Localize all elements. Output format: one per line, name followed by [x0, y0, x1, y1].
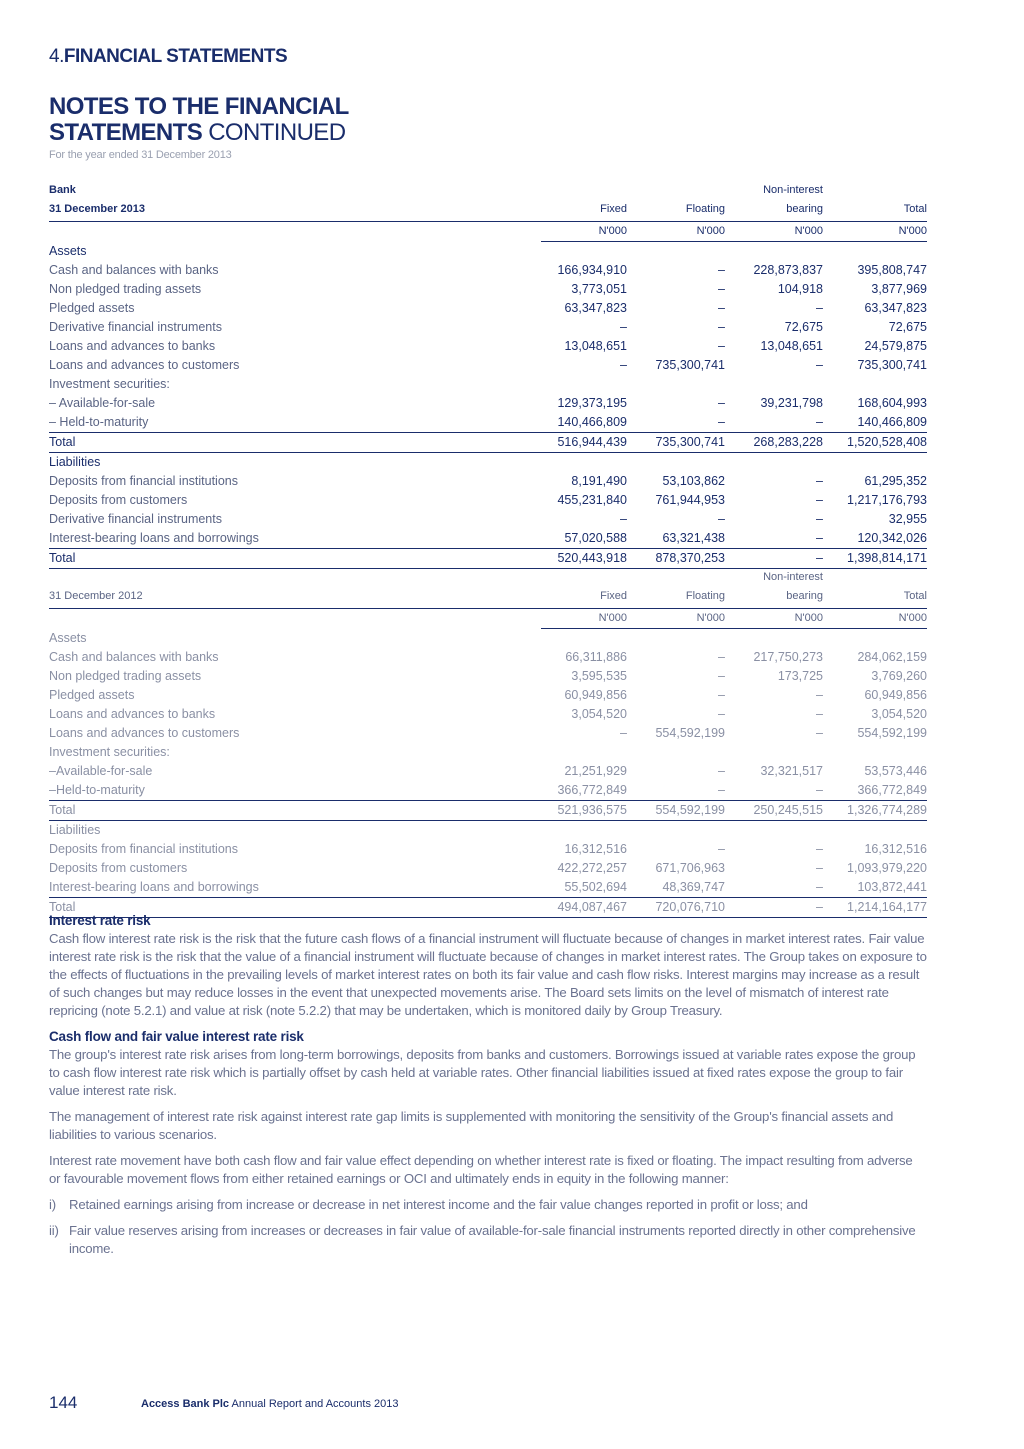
cell-floating: – — [627, 413, 725, 433]
cell-fixed: 520,443,918 — [541, 549, 627, 569]
table-row — [49, 686, 927, 705]
unit-row — [49, 222, 927, 242]
table-row — [49, 510, 927, 529]
paragraph: Interest rate movement have both cash flow and fair value effect depending on whether interest rate is fixed or floating. The impact resulting from adverse or favourable movement flows from either retained earnings or OCI and ultimately ends in equity in the following manner: — [49, 1153, 913, 1186]
cell-total: 53,573,446 — [864, 764, 927, 778]
cell-nonint: 228,873,837 — [753, 263, 823, 277]
cell-total: 735,300,741 — [857, 358, 927, 372]
section-row — [49, 453, 927, 473]
page-title — [49, 94, 349, 146]
cell-nonint: – — [725, 781, 823, 801]
section-number: 4. — [49, 46, 64, 67]
cell-floating: – — [718, 764, 725, 778]
col-nonint: Non-interest bearing — [763, 571, 823, 602]
row-label: Loans and advances to customers — [49, 726, 240, 740]
unit-cell: N'000 — [541, 222, 627, 242]
table-row — [49, 472, 927, 491]
cell-nonint: – — [725, 413, 823, 433]
cell-floating: 671,706,963 — [655, 861, 725, 875]
cell-floating: – — [718, 707, 725, 721]
row-label: – Held-to-maturity — [49, 415, 149, 429]
cell-floating: 554,592,199 — [627, 801, 725, 821]
assets-label: Assets — [49, 243, 87, 258]
table-row — [49, 299, 927, 318]
section-name: FINANCIAL STATEMENTS — [63, 46, 288, 67]
cell-floating: 878,370,253 — [627, 549, 725, 569]
cell-total — [823, 375, 927, 394]
cell-floating — [627, 375, 725, 394]
cell-floating: – — [718, 512, 725, 526]
table-2012 — [49, 568, 927, 918]
cell-floating: 554,592,199 — [655, 726, 725, 740]
cell-floating: 735,300,741 — [655, 358, 725, 372]
cell-fixed: 21,251,929 — [564, 764, 627, 778]
row-label: Total — [49, 801, 541, 821]
unit-cell: N'000 — [627, 222, 725, 242]
cell-nonint: – — [725, 878, 823, 898]
assets-label: Assets — [49, 630, 87, 645]
unit-cell: N'000 — [725, 609, 823, 629]
table-row — [49, 337, 927, 356]
cell-fixed: 16,312,516 — [564, 842, 627, 856]
cell-total: 24,579,875 — [864, 339, 927, 353]
cell-nonint — [725, 743, 823, 762]
cell-floating: 735,300,741 — [627, 433, 725, 453]
cell-total: 32,955 — [888, 512, 927, 526]
cell-total: 1,520,528,408 — [823, 433, 927, 453]
cell-total: 60,949,856 — [864, 688, 927, 702]
section-row — [49, 821, 927, 841]
paragraph: The management of interest rate risk against interest rate gap limits is supplemented with monitoring the sensitivity of the Group's financial assets and liabilities to various scenarios. — [49, 1109, 894, 1142]
table-row — [49, 529, 927, 549]
table-row — [49, 859, 927, 878]
cell-nonint: – — [725, 549, 823, 569]
cell-fixed: 55,502,694 — [541, 878, 627, 898]
cell-floating: – — [718, 263, 725, 277]
paragraph: The group's interest rate risk arises from long-term borrowings, deposits from banks and customers. Borrowings issued at variable rates expose the group to cash flow interest rate risk which is partially offset by cash held at variable rates. Other financial liabilities issued at fixed rates expose the group to fair value interest rate risk. — [49, 1047, 916, 1098]
unit-cell: N'000 — [823, 609, 927, 629]
cell-total — [823, 743, 927, 762]
cell-floating: – — [718, 842, 725, 856]
heading-interest-rate-risk: Interest rate risk — [49, 913, 151, 928]
table-row — [49, 705, 927, 724]
table-row — [49, 491, 927, 510]
table-row — [49, 648, 927, 667]
cell-nonint: 217,750,273 — [753, 650, 823, 664]
row-label: Total — [49, 549, 541, 569]
cell-fixed: 63,347,823 — [564, 301, 627, 315]
liabilities-label: Liabilities — [49, 455, 101, 469]
row-label: Non pledged trading assets — [49, 669, 202, 683]
table-row — [49, 667, 927, 686]
section-heading — [49, 46, 287, 68]
table-header — [49, 181, 927, 222]
col-nonint: Non-interest bearing — [763, 184, 823, 215]
row-label: Loans and advances to banks — [49, 707, 216, 721]
cell-nonint: – — [725, 898, 823, 918]
unit-row — [49, 609, 927, 629]
row-label: Deposits from customers — [49, 493, 188, 507]
row-label: Derivative financial instruments — [49, 512, 222, 526]
title-line-1: NOTES TO THE FINANCIAL — [49, 93, 349, 120]
total-row — [49, 433, 927, 453]
cell-fixed: – — [620, 726, 627, 740]
cell-fixed: 521,936,575 — [541, 801, 627, 821]
heading-cash-flow-fair-value: Cash flow and fair value interest rate risk — [49, 1029, 304, 1044]
cell-nonint: 13,048,651 — [760, 339, 823, 353]
row-label: Non pledged trading assets — [49, 282, 202, 296]
col-fixed: Fixed — [600, 203, 627, 215]
cell-nonint: 250,245,515 — [725, 801, 823, 821]
cell-fixed: 66,311,886 — [565, 650, 627, 664]
table-row — [49, 318, 927, 337]
cell-total: 120,342,026 — [823, 529, 927, 549]
table-header — [49, 568, 927, 609]
cell-total: 3,054,520 — [871, 707, 927, 721]
cell-total: 16,312,516 — [864, 842, 927, 856]
table-row — [49, 394, 927, 413]
cell-total: 1,093,979,220 — [847, 861, 927, 875]
section-row — [49, 629, 927, 649]
row-label: Pledged assets — [49, 688, 135, 702]
row-label: Interest-bearing loans and borrowings — [49, 531, 259, 545]
table-row — [49, 280, 927, 299]
cell-nonint: – — [816, 707, 823, 721]
cell-nonint: – — [816, 493, 823, 507]
cell-total: 3,877,969 — [871, 282, 927, 296]
cell-floating: – — [718, 282, 725, 296]
cell-total: 554,592,199 — [857, 726, 927, 740]
cell-nonint — [725, 375, 823, 394]
cell-floating — [627, 743, 725, 762]
cell-fixed: 8,191,490 — [571, 474, 627, 488]
unit-cell: N'000 — [823, 222, 927, 242]
row-label: Interest-bearing loans and borrowings — [49, 880, 259, 894]
row-label: Total — [49, 433, 541, 453]
row-label: Derivative financial instruments — [49, 320, 222, 334]
row-label: Investment securities: — [49, 745, 170, 759]
row-label: –Held-to-maturity — [49, 783, 145, 797]
row-label: Loans and advances to banks — [49, 339, 216, 353]
cell-nonint: 173,725 — [777, 669, 823, 683]
col-fixed: Fixed — [600, 590, 627, 602]
cell-nonint: 268,283,228 — [725, 433, 823, 453]
cell-nonint: – — [816, 358, 823, 372]
table-row — [49, 413, 927, 433]
title-continued: CONTINUED — [208, 119, 346, 146]
col-total: Total — [903, 203, 927, 215]
cell-nonint: – — [725, 529, 823, 549]
row-label: Deposits from financial institutions — [49, 474, 238, 488]
cell-nonint: – — [816, 512, 823, 526]
cell-fixed: 3,595,535 — [571, 669, 627, 683]
row-label: Loans and advances to customers — [49, 358, 240, 372]
table-row — [49, 356, 927, 375]
cell-total: 3,769,260 — [871, 669, 927, 683]
cell-total: 63,347,823 — [864, 301, 927, 315]
total-row — [49, 549, 927, 569]
table-row — [49, 743, 927, 762]
unit-cell: N'000 — [627, 609, 725, 629]
cell-fixed: 455,231,840 — [557, 493, 627, 507]
cell-total: 168,604,993 — [857, 396, 927, 410]
cell-nonint: – — [816, 726, 823, 740]
cell-floating: – — [718, 301, 725, 315]
cell-floating: – — [718, 650, 725, 664]
cell-fixed: 3,054,520 — [571, 707, 627, 721]
cell-floating: – — [718, 339, 725, 353]
cell-fixed: – — [620, 512, 627, 526]
row-label: Total — [49, 898, 541, 918]
cell-nonint: – — [816, 301, 823, 315]
paragraph: Cash flow interest rate risk is the risk that the future cash flows of a financial instrument will fluctuate because of changes in market interest rates. Fair value interest rate risk is the risk that the value of a financial instrument will fluctuate because of changes in market interest rates. The Group takes on exposure to the effects of fluctuations in the prevailing levels of market interest rates on both its fair value and cash flow risks. Interest margins may increase as a result of such changes but may reduce losses in the event that unexpected movements arise. The Board sets limits on the level of mismatch of interest rate repricing (note 5.2.1) and value at risk (note 5.2.2) that may be undertaken, which is monitored daily by Group Treasury. — [49, 931, 927, 1018]
cell-total: 1,217,176,793 — [847, 493, 927, 507]
cell-total: 72,675 — [888, 320, 927, 334]
cell-fixed — [541, 743, 627, 762]
table-row — [49, 762, 927, 781]
narrative-text — [49, 912, 927, 1266]
bank-label: Bank — [49, 184, 76, 196]
cell-total: 140,466,809 — [823, 413, 927, 433]
row-label: Deposits from financial institutions — [49, 842, 238, 856]
table-row — [49, 261, 927, 280]
row-label: – Available-for-sale — [49, 396, 156, 410]
table-row — [49, 724, 927, 743]
period-label: 31 December 2013 — [49, 203, 146, 215]
cell-floating: – — [718, 320, 725, 334]
page-subtitle: For the year ended 31 December 2013 — [49, 149, 232, 161]
col-floating: Floating — [685, 590, 725, 602]
col-floating: Floating — [685, 203, 725, 215]
row-label: –Available-for-sale — [49, 764, 153, 778]
cell-nonint: – — [816, 688, 823, 702]
table-row — [49, 375, 927, 394]
cell-nonint: – — [816, 842, 823, 856]
cell-total: 61,295,352 — [864, 474, 927, 488]
row-label: Deposits from customers — [49, 861, 188, 875]
cell-fixed — [541, 375, 627, 394]
cell-total: 395,808,747 — [857, 263, 927, 277]
cell-fixed: 516,944,439 — [541, 433, 627, 453]
cell-floating: 761,944,953 — [655, 493, 725, 507]
cell-fixed: 13,048,651 — [564, 339, 627, 353]
list-item: ii) Fair value reserves arising from increases or decreases in fair value of available-for-sale financial instruments reported directly in other comprehensive income. — [49, 1223, 916, 1256]
cell-fixed: – — [620, 320, 627, 334]
title-line-2: STATEMENTS — [49, 119, 203, 146]
cell-floating: – — [718, 396, 725, 410]
cell-fixed: 140,466,809 — [541, 413, 627, 433]
cell-total: 1,398,814,171 — [823, 549, 927, 569]
cell-fixed: 3,773,051 — [571, 282, 627, 296]
cell-fixed: 60,949,856 — [564, 688, 627, 702]
cell-total: 1,214,164,177 — [823, 898, 927, 918]
cell-floating: 53,103,862 — [662, 474, 725, 488]
table-header-label — [49, 181, 541, 222]
cell-floating: 63,321,438 — [627, 529, 725, 549]
row-label: Investment securities: — [49, 377, 170, 391]
cell-floating: – — [627, 781, 725, 801]
cell-floating: – — [718, 688, 725, 702]
row-label: Cash and balances with banks — [49, 650, 219, 664]
cell-fixed: 129,373,195 — [557, 396, 627, 410]
unit-cell: N'000 — [725, 222, 823, 242]
cell-total: 103,872,441 — [823, 878, 927, 898]
cell-nonint: – — [816, 474, 823, 488]
row-label: Pledged assets — [49, 301, 135, 315]
cell-nonint: 72,675 — [784, 320, 823, 334]
table-row — [49, 878, 927, 898]
col-total: Total — [903, 590, 927, 602]
cell-nonint: 32,321,517 — [760, 764, 823, 778]
cell-floating: 48,369,747 — [627, 878, 725, 898]
table-row — [49, 781, 927, 801]
cell-total: 366,772,849 — [823, 781, 927, 801]
cell-nonint: 39,231,798 — [760, 396, 823, 410]
page-number: 144 — [49, 1393, 78, 1412]
section-row — [49, 242, 927, 262]
cell-fixed: 57,020,588 — [541, 529, 627, 549]
table-row — [49, 840, 927, 859]
cell-fixed: 366,772,849 — [541, 781, 627, 801]
cell-fixed: 494,087,467 — [541, 898, 627, 918]
period-label: 31 December 2012 — [49, 590, 143, 602]
cell-floating: – — [718, 669, 725, 683]
cell-nonint: – — [816, 861, 823, 875]
cell-fixed: 422,272,257 — [557, 861, 627, 875]
cell-nonint: 104,918 — [777, 282, 823, 296]
footer-brand: Access Bank Plc Annual Report and Accounts 2013 — [141, 1398, 399, 1410]
unit-cell: N'000 — [541, 609, 627, 629]
cell-fixed: – — [620, 358, 627, 372]
liabilities-label: Liabilities — [49, 823, 101, 837]
cell-total: 1,326,774,289 — [823, 801, 927, 821]
table-2013 — [49, 181, 927, 569]
row-label: Cash and balances with banks — [49, 263, 219, 277]
list-item: i) Retained earnings arising from increase or decrease in net interest income and the fair value changes reported in profit or loss; and — [49, 1197, 808, 1212]
cell-floating: 720,076,710 — [627, 898, 725, 918]
cell-fixed: 166,934,910 — [557, 263, 627, 277]
cell-total: 284,062,159 — [857, 650, 927, 664]
total-row — [49, 801, 927, 821]
